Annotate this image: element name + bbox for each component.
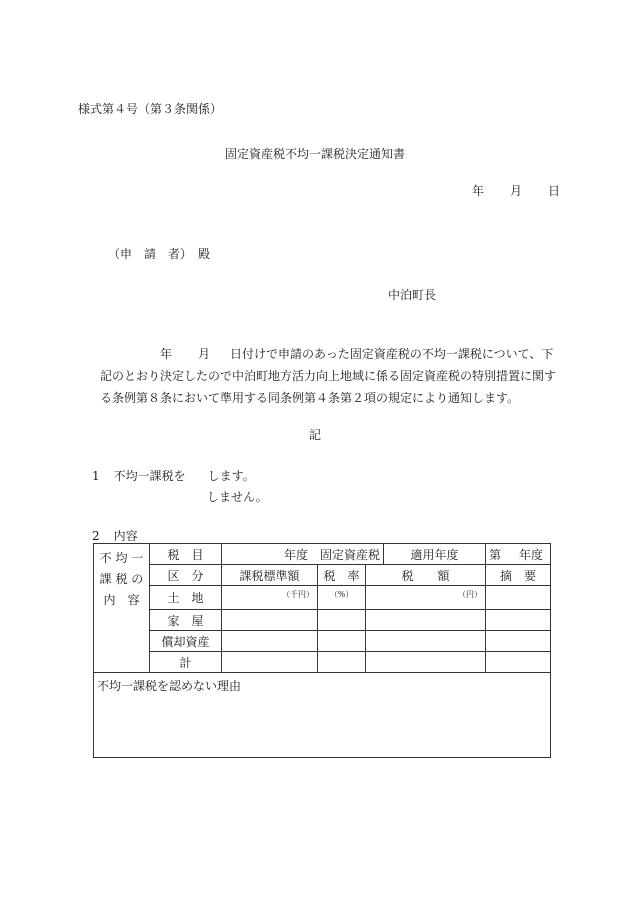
- item1-option-do: します。: [207, 469, 255, 483]
- side-label-cell: [94, 544, 150, 673]
- reason-cell: 不均一課税を認めない理由: [94, 673, 551, 758]
- table-row: [94, 652, 551, 673]
- reason-row: [94, 673, 551, 758]
- item2-line: [92, 527, 138, 544]
- tax-item-label: 税 目: [150, 544, 222, 565]
- table-row-tax-item: [94, 544, 551, 565]
- item2-number: 2: [92, 529, 100, 543]
- form-number: 様式第４号（第３条関係）: [78, 102, 223, 116]
- side-label-2: 課 税 の: [99, 572, 144, 586]
- applicable-year-value: [486, 544, 551, 565]
- dai-label: 第: [489, 547, 502, 562]
- row-label-depreciable: 償却資産: [150, 631, 222, 652]
- header-tax-rate: 税 率: [318, 565, 366, 586]
- tax-amount-unit: （円）: [366, 586, 486, 610]
- tax-item-value: 年度 固定資産税: [222, 544, 384, 565]
- tax-rate-unit: （%）: [318, 586, 366, 610]
- applicable-year-label: 適用年度: [384, 544, 486, 565]
- header-tax-amount: 税 額: [366, 565, 486, 586]
- mayor-line: 中泊町長: [388, 288, 437, 302]
- body-month: 月: [198, 347, 211, 361]
- row-label-house: 家 屋: [150, 610, 222, 631]
- header-remarks: 摘 要: [486, 565, 551, 586]
- nendo-label: 年度: [519, 547, 544, 562]
- applicant-line: （申 請 者） 殿: [108, 247, 211, 261]
- header-tax-base: 課税標準額: [222, 565, 318, 586]
- body-text: 日付けで申請のあった固定資産税の不均一課税について、下記のとおり決定したので中泊町地方活力向上地域に係る固定資産税の特別措置に関する条例第８条において準用する同条例第４条第２項の規定により通知します。: [100, 347, 557, 405]
- table-row: [94, 631, 551, 652]
- date-day: 日: [548, 184, 561, 198]
- table-row: [94, 586, 551, 610]
- table-header-row: [94, 565, 551, 586]
- body-year: 年: [160, 347, 173, 361]
- item2-label: 内容: [113, 529, 138, 543]
- date-line: [472, 182, 560, 199]
- item1-label: 不均一課税を: [113, 469, 186, 483]
- item1-option-not: しません。: [207, 490, 268, 504]
- date-year: 年: [472, 184, 485, 198]
- content-table: [93, 543, 551, 758]
- remarks-cell: [486, 586, 551, 610]
- row-label-land: 土 地: [150, 586, 222, 610]
- side-label-1: 不 均 一: [99, 551, 144, 565]
- tax-base-unit: （千円）: [222, 586, 318, 610]
- table-row: [94, 610, 551, 631]
- notification-body: [100, 343, 562, 409]
- header-category: 区 分: [150, 565, 222, 586]
- item1-line: [92, 467, 255, 484]
- document-title: 固定資産税不均一課税決定通知書: [224, 147, 405, 161]
- ki-heading: 記: [308, 428, 321, 442]
- item1-number: 1: [92, 469, 100, 483]
- side-label-3: 内 容: [103, 593, 140, 607]
- row-label-total: 計: [150, 652, 222, 673]
- date-month: 月: [510, 184, 523, 198]
